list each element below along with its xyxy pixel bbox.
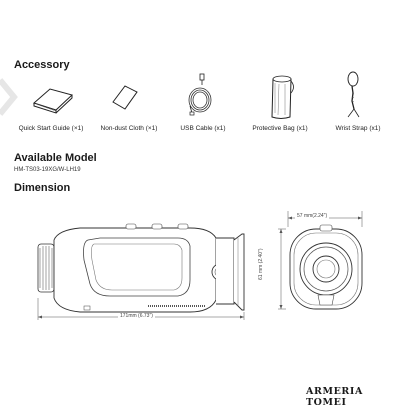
front-view-drawing — [262, 205, 382, 325]
height-dimension-label: 61 mm (2.40") — [258, 248, 264, 280]
watermark-text: ARMERIA TOMEI — [306, 386, 363, 408]
cloth-icon — [110, 82, 140, 112]
booklet-icon — [30, 83, 76, 113]
bag-icon — [266, 73, 296, 121]
model-number: HM-TS03-19XG/W-LH19 — [14, 167, 81, 173]
width-dimension-label: 57 mm(2.24") — [297, 213, 328, 219]
side-view-drawing — [30, 220, 270, 340]
length-dimension-label: 171mm (6.73") — [120, 313, 153, 319]
accessory-label-non-dust-cloth: Non-dust Cloth (×1) — [100, 125, 158, 132]
accessory-label-protective-bag: Protective Bag (x1) — [252, 125, 308, 132]
accessory-label-wrist-strap: Wrist Strap (x1) — [335, 125, 381, 132]
dimension-title: Dimension — [14, 182, 71, 194]
accessory-title: Accessory — [14, 59, 70, 71]
accessory-label-quick-start-guide: Quick Start Guide (×1) — [18, 125, 84, 132]
available-model-title: Available Model — [14, 152, 97, 164]
accessory-label-usb-cable: USB Cable (x1) — [180, 125, 226, 132]
wrist-strap-icon — [342, 71, 364, 121]
decorative-chevron-icon — [0, 72, 20, 122]
usb-cable-icon — [186, 73, 216, 115]
